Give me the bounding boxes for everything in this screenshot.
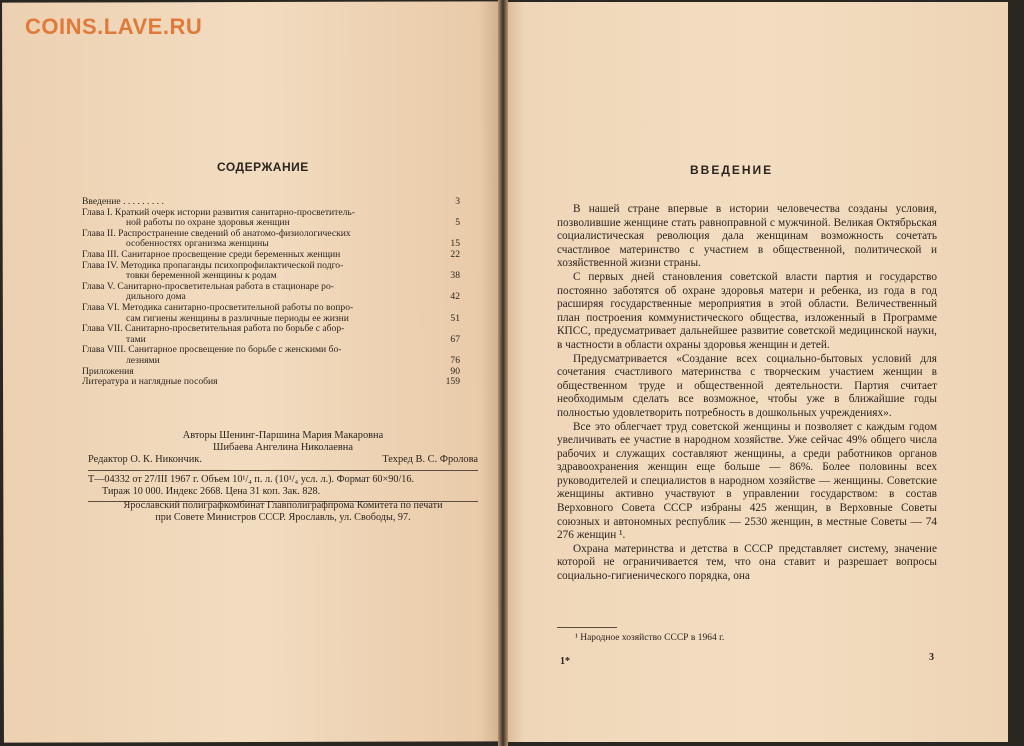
- toc-entry-page: 67: [450, 333, 460, 345]
- toc-entry-page: 159: [445, 376, 460, 388]
- table-of-contents: [82, 197, 460, 388]
- pub-line-2: Тираж 10 000. Индекс 2668. Цена 31 коп. Зак. 828.: [102, 486, 321, 497]
- printer-signature: 1*: [560, 656, 570, 667]
- toc-entry-title: [82, 229, 430, 250]
- toc-entry-line: Глава I. Краткий очерк истории развития санитарно-просветитель-: [82, 206, 355, 218]
- pub-line-1: Т—04332 от 27/III 1967 г. Объем 10¹/₄ п. л. (10¹/₄ усл. л.). Формат 60×90/16.: [88, 474, 415, 485]
- toc-entry-line: сам гигиены женщины в различные периоды ее жизни: [126, 312, 349, 324]
- toc-entry-title: [82, 303, 430, 324]
- toc-entry: [82, 303, 460, 324]
- toc-entry-page: 76: [450, 354, 460, 366]
- toc-entry-line: Литература и наглядные пособия: [82, 376, 218, 388]
- toc-entry-line: ной работы по охране здоровья женщин: [126, 217, 290, 229]
- toc-entry-page: 51: [450, 312, 460, 324]
- intro-paragraph: Охрана материнства и детства в СССР представляет систему, значение которой не ограничивается тем, что она ставит и разрешает вопросы социально-гигиенического порядка, она: [557, 542, 937, 583]
- authors-line-2: Шибаева Ангелина Николаевна: [213, 442, 353, 453]
- toc-entry-line: Глава V. Санитарно-просветительная работа в стационаре ро-: [82, 280, 334, 292]
- watermark: COINS.LAVE.RU: [25, 14, 203, 39]
- toc-entry-line: Глава VII. Санитарно-просветительная работа по борьбе с абор-: [82, 323, 345, 335]
- toc-entry-line: дильного дома: [126, 291, 186, 303]
- toc-entry-title: [82, 261, 430, 282]
- intro-paragraph: Все это облегчает труд советской женщины и позволяет с каждым годом увеличивать ее участие в народном хозяйстве. Уже сейчас 49% общего числа рабочих и служащих составляют женщины, а среди работников органов здравоохранения женщин еще больше — 86%. Более половины всех руководителей и специалистов в народном хозяйстве — женщины. Советские женщины активно участвуют в управлении государством: в состав Верховного Совета СССР избраны 425 женщин, в Верховные Советы союзных и автономных республик — 2530 женщин, в местные Советы — 74 276 женщин ¹.: [557, 420, 937, 542]
- toc-entry-title: [82, 282, 430, 303]
- printer-line-2: при Совете Министров СССР. Ярославль, ул. Свободы, 97.: [155, 512, 411, 523]
- toc-entry-line: товки беременной женщины к родам: [126, 270, 277, 282]
- footnote-rule: [557, 627, 617, 628]
- toc-entry-page: 42: [450, 291, 460, 303]
- toc-entry-title: [82, 250, 430, 261]
- publication-info: [88, 470, 478, 502]
- toc-entry-line: лезнями: [126, 354, 160, 366]
- toc-entry: [82, 250, 460, 261]
- toc-entry: [82, 229, 460, 250]
- printer-line-1: Ярославский полиграфкомбинат Главполиграфпрома Комитета по печати: [123, 500, 443, 511]
- authors-line-1: Авторы Шенинг-Паршина Мария Макаровна: [182, 430, 384, 441]
- page-number: 3: [929, 652, 934, 663]
- toc-entry-title: [82, 208, 430, 229]
- toc-entry-line: тами: [126, 333, 146, 345]
- printer-info: [88, 500, 478, 524]
- footnote: ¹ Народное хозяйство СССР в 1964 г.: [575, 633, 725, 643]
- toc-entry-page: 15: [450, 238, 460, 250]
- toc-entry: [82, 345, 460, 366]
- toc-entry-title: [82, 345, 430, 366]
- toc-entry-title: [82, 197, 430, 208]
- intro-paragraph: С первых дней становления советской власти партия и государство постоянно заботятся об охране здоровья матери и ребенка, из года в год расширяя государственные мероприятия в этой области. Величественный план построения коммунистического общества, изложенный в Программе КПСС, предусматривает дальнейшее развитие советской медицинской науки, в частности в области охраны здоровья женщин и детей.: [557, 270, 937, 351]
- toc-entry-page: 3: [455, 196, 460, 207]
- toc-heading: СОДЕРЖАНИЕ: [217, 160, 309, 174]
- toc-entry: [82, 324, 460, 345]
- toc-entry-line: особенностях организма женщины: [126, 238, 269, 250]
- editor: Редактор О. К. Никончик.: [88, 454, 202, 465]
- toc-entry: [82, 208, 460, 229]
- toc-entry: [82, 197, 460, 208]
- toc-entry-line: Глава VI. Методика санитарно-просветительной работы по вопро-: [82, 301, 354, 313]
- toc-entry: [82, 261, 460, 282]
- book-spine: [498, 0, 508, 746]
- toc-entry-page: 90: [450, 365, 460, 377]
- toc-entry-title: [82, 324, 430, 345]
- toc-entry-page: 38: [450, 270, 460, 282]
- toc-entry-line: Введение . . . . . . . . .: [82, 196, 164, 207]
- toc-entry-line: Глава III. Санитарное просвещение среди беременных женщин: [82, 248, 341, 260]
- tech-editor: Техред В. С. Фролова: [382, 454, 478, 465]
- credits: [88, 430, 478, 466]
- toc-entry-line: Глава II. Распространение сведений об анатомо-физиологических: [82, 227, 351, 239]
- toc-entry: [82, 377, 460, 388]
- toc-entry-line: Глава VIII. Санитарное просвещение по борьбе с женскими бо-: [82, 344, 342, 356]
- toc-entry-line: Глава IV. Методика пропаганды психопрофилактической подго-: [82, 259, 344, 271]
- toc-entry: [82, 282, 460, 303]
- toc-entry-page: 22: [450, 248, 460, 260]
- intro-paragraph: Предусматривается «Создание всех социально-бытовых условий для сочетания счастливого материнства с творческим участием женщин в общественном труде и общественной деятельности. Партия считает необходимым сделать все возможное, чтобы уже в ближайшие годы полностью удовлетворить потребность в дошкольных учреждениях».: [557, 352, 937, 419]
- intro-body: [557, 203, 937, 584]
- toc-entry-title: [82, 377, 430, 388]
- toc-entry-page: 5: [455, 217, 460, 229]
- intro-heading: ВВЕДЕНИЕ: [690, 163, 774, 177]
- intro-paragraph: В нашей стране впервые в истории человечества созданы условия, позволившие женщине стать равноправной с мужчиной. Великая Октябрьская социалистическая революция дала женщинам возможность сочетать счастливое материнство с участием в общественной, политической и хозяйственной жизни страны.: [557, 203, 937, 270]
- toc-entry-line: Приложения: [82, 365, 134, 377]
